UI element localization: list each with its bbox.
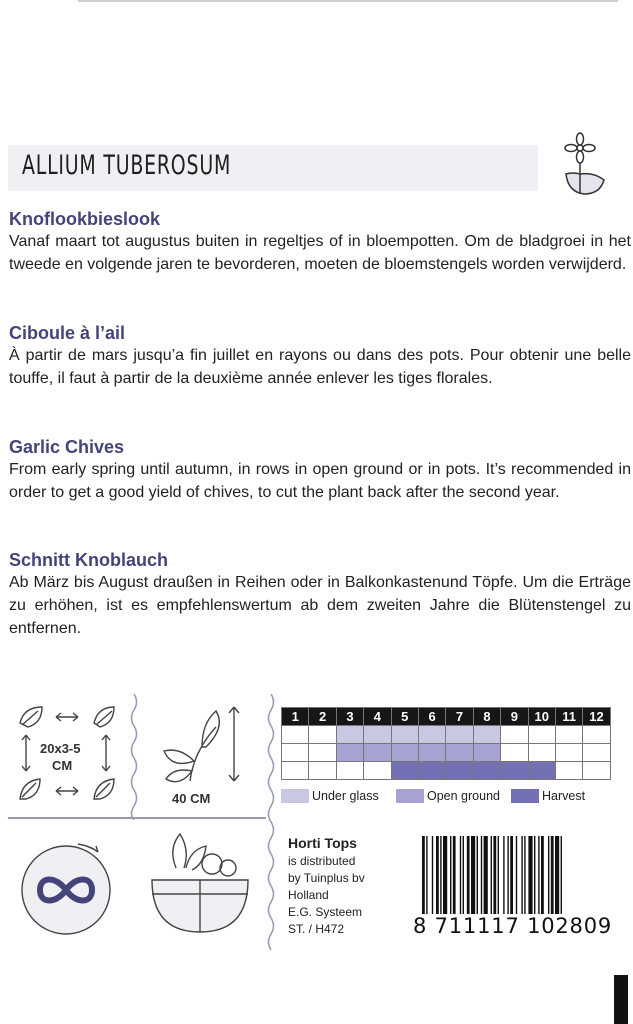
calendar-cell xyxy=(528,726,555,744)
distributor-line: ST. / H472 xyxy=(288,922,345,936)
barcode-bar xyxy=(463,836,464,914)
legend-open-ground: Open ground xyxy=(427,789,500,803)
month-header: 11 xyxy=(555,708,582,726)
legend-swatch-open-ground xyxy=(396,789,424,803)
calendar-cell xyxy=(391,726,418,744)
barcode-bar xyxy=(467,836,470,914)
calendar-cell xyxy=(336,744,363,762)
barcode-bar xyxy=(477,836,478,914)
calendar-cell xyxy=(555,762,582,780)
height-label: 40 CM xyxy=(172,791,211,806)
barcode-bar xyxy=(516,836,517,914)
month-header: 10 xyxy=(528,708,555,726)
month-header: 5 xyxy=(391,708,418,726)
month-header: 8 xyxy=(473,708,500,726)
section-text: Vanaf maart tot augustus buiten in regeltjes of in bloempotten. Om de bladgroei in het tweede en volgende jaren te bevorderen, moeten de bloemstengels worden verwijderd. xyxy=(9,233,631,273)
barcode-bar xyxy=(453,836,456,914)
legend-swatch-harvest xyxy=(511,789,539,803)
calendar-cell xyxy=(364,762,391,780)
calendar-cell xyxy=(364,726,391,744)
calendar-cell xyxy=(336,762,363,780)
month-header: 2 xyxy=(309,708,336,726)
calendar-cell xyxy=(555,744,582,762)
calendar-cell xyxy=(282,744,309,762)
section-text: À partir de mars jusqu’a fin juillet en rayons ou dans des pots. Pour obtenir une belle touffe, il faut à partir de la deuxième année enlever les tiges florales. xyxy=(9,347,631,387)
barcode-bar xyxy=(432,836,433,914)
calendar-cell xyxy=(418,762,445,780)
month-header: 9 xyxy=(501,708,528,726)
month-header: 7 xyxy=(446,708,473,726)
month-header: 1 xyxy=(282,708,309,726)
barcode-bar xyxy=(498,836,499,914)
month-header: 12 xyxy=(583,708,610,726)
distributor-name: Horti Tops xyxy=(288,835,357,851)
calendar-cell xyxy=(309,726,336,744)
calendar-cell xyxy=(446,744,473,762)
barcode-bar xyxy=(510,836,513,914)
barcode-bar xyxy=(503,836,504,914)
section-title: Knoflookbieslook xyxy=(9,209,161,229)
plant-height-icon xyxy=(150,703,254,787)
harvest-bowl-icon xyxy=(146,828,254,938)
latin-name: ALLIUM TUBEROSUM xyxy=(22,150,232,181)
calendar-cell xyxy=(501,726,528,744)
section-dutch xyxy=(9,208,631,276)
barcode-bar xyxy=(450,836,451,914)
section-text: From early spring until autumn, in rows in open ground or in pots. It’s recommended in order to get a good yield of chives, to cut the plant back after the second year. xyxy=(9,461,631,501)
section-title: Garlic Chives xyxy=(9,437,125,457)
barcode-bar xyxy=(426,836,427,914)
section-german xyxy=(9,549,631,640)
distributor-line: is distributed xyxy=(288,854,356,868)
month-header: 4 xyxy=(364,708,391,726)
calendar-cell xyxy=(391,744,418,762)
wavy-divider-right xyxy=(264,694,278,954)
barcode-bar xyxy=(436,836,439,914)
barcode-bar xyxy=(422,836,425,914)
calendar-cell xyxy=(446,726,473,744)
barcode-bar xyxy=(484,836,488,914)
distributor-info xyxy=(288,835,365,938)
barcode-bar xyxy=(481,836,482,914)
calendar-cell xyxy=(501,744,528,762)
spacing-unit: CM xyxy=(52,758,73,773)
calendar-cell xyxy=(473,744,500,762)
calendar-cell xyxy=(309,744,336,762)
calendar-cell xyxy=(309,762,336,780)
calendar-cell xyxy=(364,744,391,762)
section-title: Schnitt Knoblauch xyxy=(9,550,168,570)
barcode-bar xyxy=(534,836,535,914)
calendar-cell xyxy=(473,726,500,744)
legend-under-glass: Under glass xyxy=(312,789,379,803)
barcode-bar xyxy=(493,836,496,914)
calendar-cell xyxy=(446,762,473,780)
barcode xyxy=(420,836,620,914)
perennial-infinity-icon xyxy=(16,838,118,938)
barcode-bar xyxy=(521,836,522,914)
section-title: Ciboule à l’ail xyxy=(9,323,126,343)
calendar-cell xyxy=(282,762,309,780)
section-english xyxy=(9,436,631,504)
calendar-cell xyxy=(473,762,500,780)
top-rule xyxy=(78,0,618,2)
legend-harvest: Harvest xyxy=(542,789,586,803)
barcode-bar xyxy=(561,836,562,914)
distributor-line: E.G. Systeem xyxy=(288,905,363,919)
barcode-bar xyxy=(524,836,525,914)
barcode-bar xyxy=(443,836,447,914)
barcode-bar xyxy=(491,836,492,914)
barcode-bar xyxy=(460,836,461,914)
barcode-bar xyxy=(551,836,554,914)
barcode-bar xyxy=(471,836,475,914)
flower-pot-icon xyxy=(558,128,614,200)
barcode-bar xyxy=(548,836,549,914)
calendar-cell xyxy=(583,762,610,780)
barcode-bar xyxy=(541,836,544,914)
calendar-cell xyxy=(583,726,610,744)
calendar-cell xyxy=(528,744,555,762)
calendar-cell xyxy=(555,726,582,744)
barcode-bar xyxy=(507,836,508,914)
distributor-line: by Tuinplus bv xyxy=(288,871,365,885)
calendar-cell xyxy=(391,762,418,780)
calendar-cell xyxy=(501,762,528,780)
cut-mark xyxy=(614,975,628,1024)
month-header: 6 xyxy=(418,708,445,726)
wavy-divider xyxy=(127,694,141,820)
month-header: 3 xyxy=(336,708,363,726)
calendar-cell xyxy=(282,726,309,744)
calendar-cell xyxy=(418,744,445,762)
barcode-bar xyxy=(555,836,559,914)
sowing-calendar xyxy=(281,707,611,780)
legend-swatch-under-glass xyxy=(281,789,309,803)
distributor-line: Holland xyxy=(288,888,329,902)
barcode-bar xyxy=(528,836,532,914)
calendar-cell xyxy=(583,744,610,762)
calendar-cell xyxy=(336,726,363,744)
section-french xyxy=(9,322,631,390)
section-text: Ab März bis August draußen in Reihen oder in Balkonkastenund Töpfe. Um die Erträge zu erhöhen, ist es empfehlenswertum ab dem zweiten Jahre die Blütenstengel zu entfernen. xyxy=(9,574,631,637)
spacing-label: 20x3-5 xyxy=(40,741,81,756)
barcode-number: 8 711117 102809 xyxy=(413,914,613,938)
calendar-cell xyxy=(528,762,555,780)
barcode-bar xyxy=(440,836,441,914)
calendar-cell xyxy=(418,726,445,744)
barcode-bar xyxy=(538,836,539,914)
